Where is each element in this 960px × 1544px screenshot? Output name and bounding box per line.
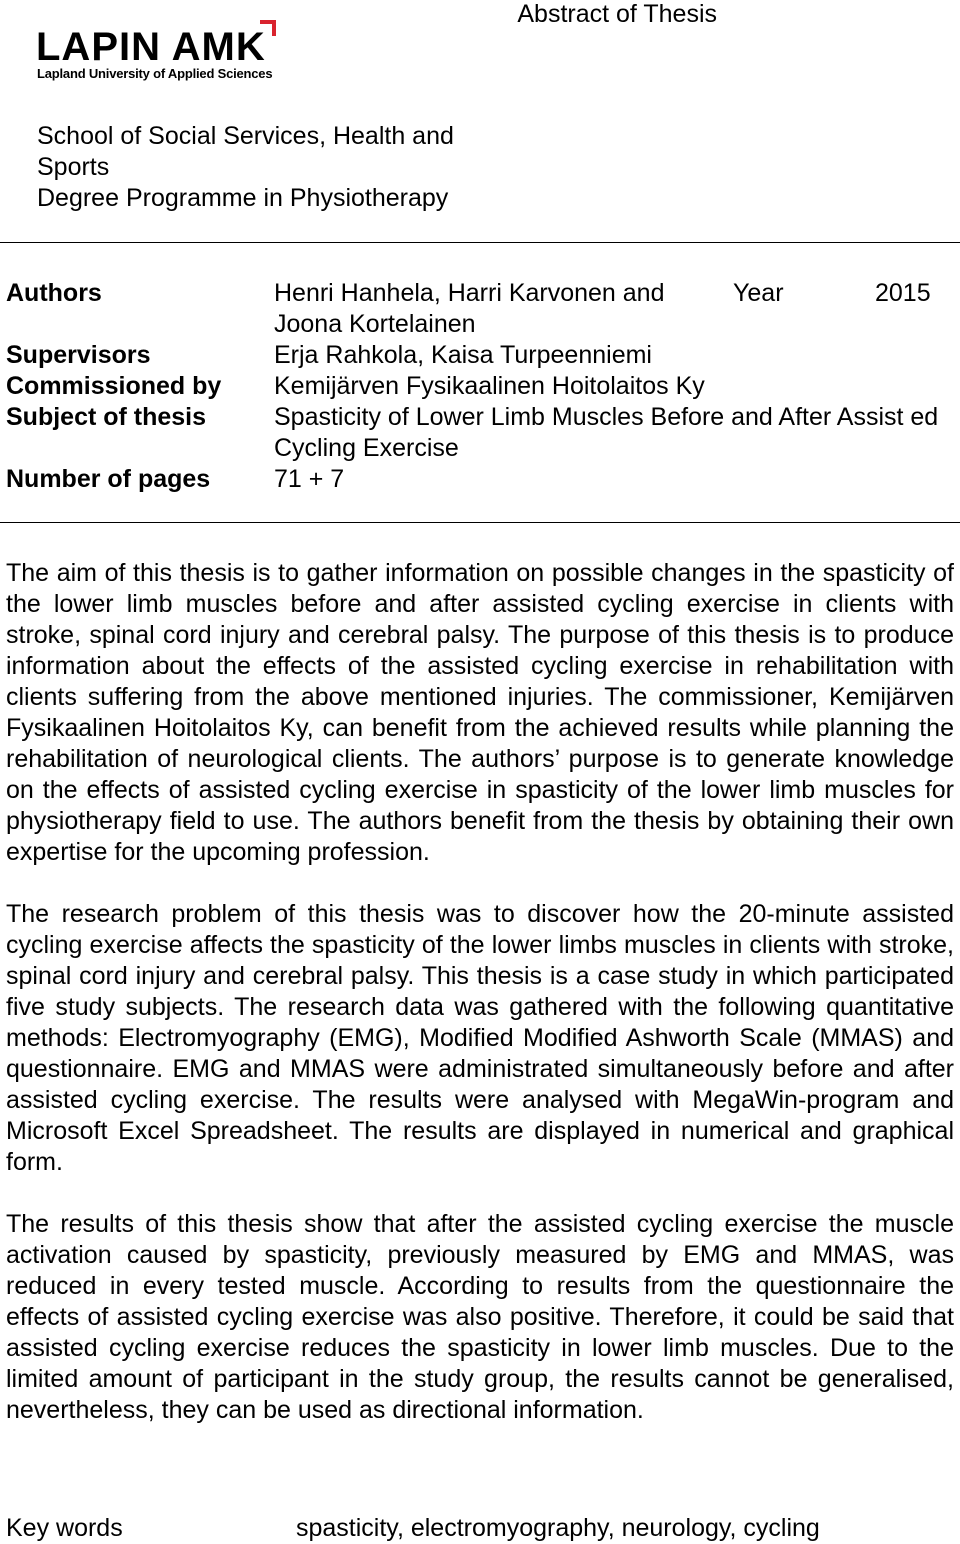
thesis-info-table bbox=[6, 278, 956, 495]
degree-programme: Degree Programme in Physiotherapy bbox=[37, 184, 449, 212]
supervisors-value: Erja Rahkola, Kaisa Turpeenniemi bbox=[274, 341, 652, 369]
subject-row bbox=[6, 402, 956, 464]
school-block bbox=[37, 121, 497, 214]
keywords-value: spasticity, electromyography, neurology, cycling bbox=[296, 1514, 820, 1542]
authors-row bbox=[6, 278, 956, 340]
pages-value: 71 + 7 bbox=[274, 465, 345, 493]
abstract-paragraph: The research problem of this thesis was to discover how the 20-minute assisted cycling exercise affects the spasticity of the lower limbs muscles in clients with stroke, spinal cord injury and cerebral palsy. This thesis is a case study in which participated five study subjects. The research data was gathered with the following quantitative methods: Electromyography (EMG), Modified Modified Ashworth Scale (MMAS) and questionnaire. EMG and MMAS were administrated simultaneously before and after assisted cycling exercise. The results were analysed with MegaWin-program and Microsoft Excel Spreadsheet. The results are displayed in numerical and graphical form. bbox=[6, 900, 954, 1176]
abstract-paragraph: The results of this thesis show that after the assisted cycling exercise the muscle activation caused by spasticity, previously measured by EMG and MMAS, was reduced in every tested muscle. According to results from the questionnaire the effects of assisted cycling exercise was also positive. Therefore, it could be said that assisted cycling exercise reduces the spasticity in lower limb muscles. Due to the limited amount of participant in the study group, the results cannot be generalised, nevertheless, they can be used as directional information. bbox=[6, 1210, 954, 1424]
document-type: Abstract of Thesis bbox=[517, 0, 717, 28]
keywords-label: Key words bbox=[6, 1514, 123, 1542]
info-divider bbox=[0, 522, 960, 523]
commissioned-value: Kemijärven Fysikaalinen Hoitolaitos Ky bbox=[274, 372, 705, 400]
commissioned-label: Commissioned by bbox=[6, 372, 222, 400]
subject-value: Spasticity of Lower Limb Muscles Before and After Assist ed Cycling Exercise bbox=[274, 403, 939, 462]
logo-accent-mark bbox=[260, 20, 276, 36]
supervisors-row bbox=[6, 340, 956, 371]
lapin-amk-logo bbox=[36, 18, 286, 84]
pages-label: Number of pages bbox=[6, 465, 211, 493]
authors-value: Henri Hanhela, Harri Karvonen and Joona Kortelainen bbox=[274, 279, 665, 338]
abstract-paragraph: The aim of this thesis is to gather information on possible changes in the spasticity of the lower limb muscles before and after assisted cycling exercise in clients with stroke, spinal cord injury and cerebral palsy. The purpose of this thesis is to produce information about the effects of the assisted cycling exercise in rehabilitation with clients suffering from the above mentioned injuries. The commissioner, Kemijärven Fysikaalinen Hoitolaitos Ky, can benefit from the achieved results while planning the rehabilitation of neurological clients. The authors’ purpose is to generate knowledge on the effects of assisted cycling exercise in spasticity of the lower limb muscles for physiotherapy field to use. The authors benefit from the thesis by obtaining their own expertise for the upcoming profession. bbox=[6, 559, 954, 866]
subject-label: Subject of thesis bbox=[6, 403, 207, 431]
year-value: 2015 bbox=[875, 279, 931, 307]
logo-wordmark: LAPIN AMK bbox=[36, 25, 266, 69]
pages-row bbox=[6, 464, 956, 495]
authors-label: Authors bbox=[6, 279, 102, 307]
commissioned-row bbox=[6, 371, 956, 402]
supervisors-label: Supervisors bbox=[6, 341, 151, 369]
abstract-body bbox=[6, 558, 954, 1457]
year-label: Year bbox=[733, 279, 784, 307]
school-name: School of Social Services, Health and Sports bbox=[37, 122, 454, 181]
header-divider bbox=[0, 242, 960, 243]
logo-subtitle: Lapland University of Applied Sciences bbox=[37, 66, 273, 81]
